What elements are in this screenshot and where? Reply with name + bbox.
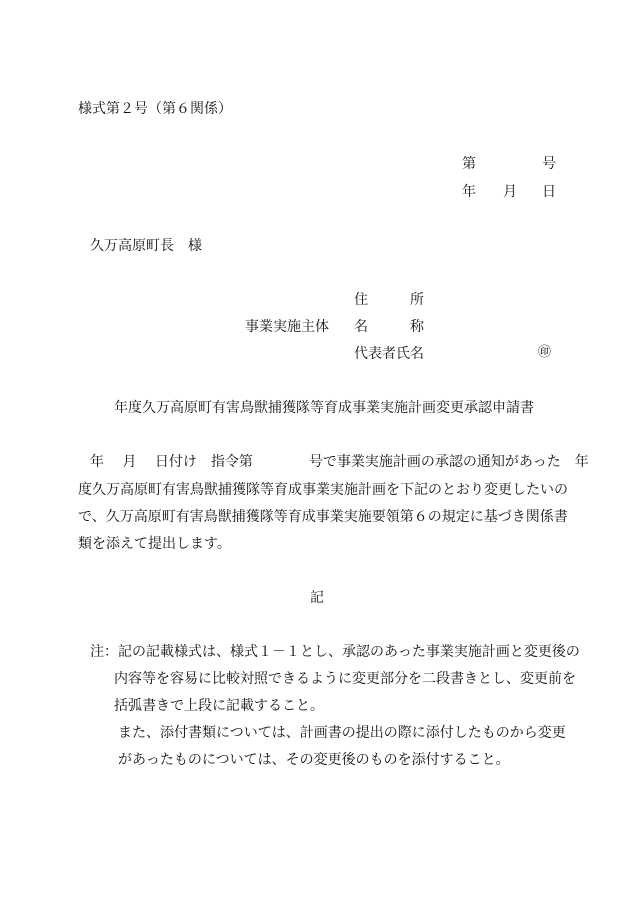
note-line: 注：記の記載様式は、様式１－１とし、承認のあった事業実施計画と変更後の (90, 644, 580, 660)
entity-label: 事業実施主体 (245, 319, 329, 335)
note-line: 括弧書きで上段に記載すること。 (114, 698, 324, 714)
form-number: 様式第２号（第６関係） (78, 101, 232, 117)
date-day-label: 日 (542, 184, 556, 200)
body-line: 度久万高原町有害鳥獣捕獲隊等育成事業実施計画を下記のとおり変更したいの (78, 482, 568, 498)
date-month-label: 月 (503, 184, 517, 200)
name-label: 名 称 (354, 319, 424, 335)
representative-label: 代表者氏名 (354, 346, 424, 362)
note-line: 内容等を容易に比較対照できるように変更部分を二段書きとし、変更前を (114, 671, 576, 687)
note-line: があったものについては、その変更後のものを添付すること。 (118, 752, 510, 768)
ki-heading: 記 (310, 590, 324, 606)
body-line: 年 月 日付け 指令第 号で事業実施計画の承認の通知があった 年 (90, 454, 589, 470)
seal-mark: ㊞ (538, 345, 552, 360)
date-year-label: 年 (462, 184, 476, 200)
document-number-prefix: 第 (462, 156, 476, 172)
body-line: で、久万高原町有害鳥獣捕獲隊等育成事業実施要領第６の規定に基づき関係書 (78, 509, 568, 525)
document-title: 年度久万高原町有害鳥獣捕獲隊等育成事業実施計画変更承認申請書 (114, 400, 534, 416)
document-number-suffix: 号 (542, 156, 556, 172)
addressee: 久万高原町長 様 (90, 238, 202, 254)
address-label: 住 所 (354, 292, 424, 308)
note-line: また、添付書類については、計画書の提出の際に添付したものから変更 (118, 725, 566, 741)
body-line: 類を添えて提出します。 (78, 536, 231, 552)
